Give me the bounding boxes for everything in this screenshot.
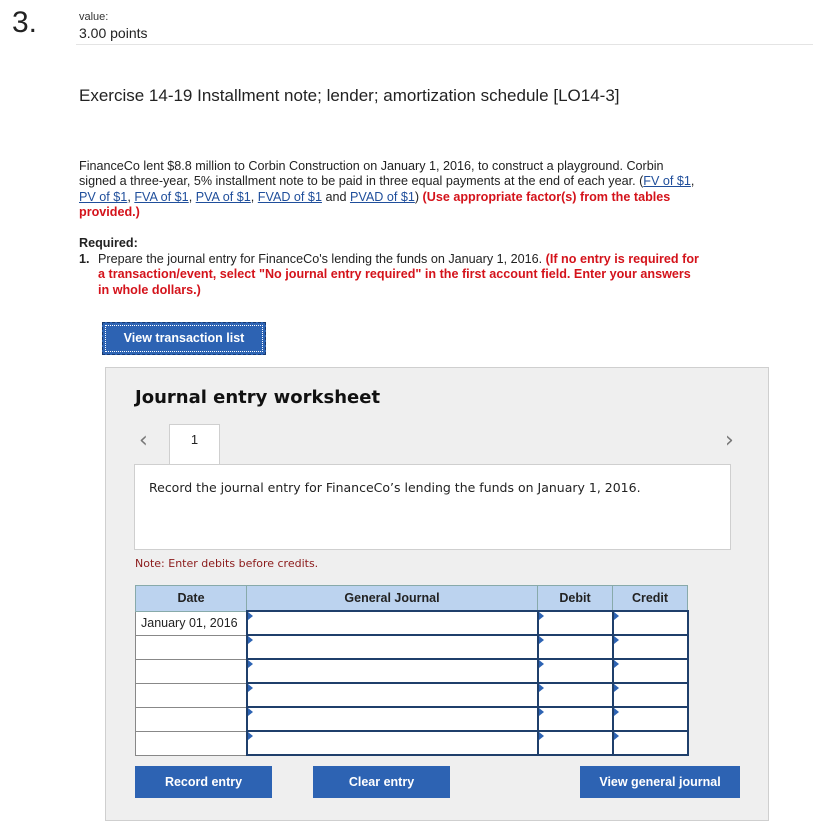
table-header [136,586,688,612]
col-credit: Credit [613,586,688,612]
worksheet-title: Journal entry worksheet [135,387,381,408]
debit-field[interactable] [538,611,613,635]
requirement-1 [79,252,701,298]
table-row [136,731,688,755]
credit-field[interactable] [613,611,688,635]
link-fvad[interactable]: FVAD of $1 [257,189,322,204]
date-cell [136,683,247,707]
instruction-box [134,464,731,550]
tab-1[interactable]: 1 [169,424,220,465]
instruction-text: Record the journal entry for FinanceCo’s lending the funds on January 1, 2016. [149,480,641,495]
debit-field[interactable] [538,659,613,683]
link-pvad[interactable]: PVAD of $1 [349,189,415,204]
date-cell [136,707,247,731]
chevron-left-icon[interactable]: ‹ [139,428,148,453]
account-field[interactable] [247,659,538,683]
journal-entry-worksheet [105,367,769,821]
and-text: and [325,189,347,204]
date-cell [136,731,247,755]
requirement-text: Prepare the journal entry for FinanceCo's lending the funds on January 1, 2016. [98,252,543,266]
col-general-journal: General Journal [247,586,538,612]
required-heading: Required: [79,236,138,250]
debit-field[interactable] [538,635,613,659]
link-pva[interactable]: PVA of $1 [195,189,251,204]
requirement-instruction: (If no entry is required for a transaction/event, select "No journal entry required" in the first account field. Enter your answers in whole dollars.) [98,252,699,297]
clear-entry-button[interactable]: Clear entry [313,766,450,798]
table-row [136,659,688,683]
link-fv[interactable]: FV of $1 [643,174,691,189]
problem-text: FinanceCo lent $8.8 million to Corbin Construction on January 1, 2016, to construct a playground. Corbin signed a three-year, 5% installment note to be paid in three equal payments at the end of each year. ( [79,159,664,189]
credit-field[interactable] [613,707,688,731]
view-general-journal-button[interactable]: View general journal [580,766,740,798]
link-pv[interactable]: PV of $1 [79,189,128,204]
note-text: Note: Enter debits before credits. [135,557,319,570]
table-row [136,635,688,659]
view-transaction-list-button[interactable]: View transaction list [102,322,266,355]
journal-table [135,585,689,756]
col-date: Date [136,586,247,612]
account-field[interactable] [247,731,538,755]
date-cell [136,635,247,659]
debit-field[interactable] [538,731,613,755]
credit-field[interactable] [613,635,688,659]
close-paren: ) [414,189,420,204]
value-label: value: [79,11,109,23]
table-row [136,707,688,731]
divider [76,44,813,45]
factor-instruction: (Use appropriate factor(s) from the tables provided.) [79,189,671,220]
date-cell [136,659,247,683]
debit-field[interactable] [538,683,613,707]
record-entry-button[interactable]: Record entry [135,766,272,798]
requirement-number: 1. [79,252,90,266]
exercise-title: Exercise 14-19 Installment note; lender; amortization schedule [LO14-3] [79,86,620,105]
question-number: 3. [12,6,38,39]
account-field[interactable] [247,611,538,635]
credit-field[interactable] [613,659,688,683]
chevron-right-icon[interactable]: › [725,428,734,453]
credit-field[interactable] [613,683,688,707]
account-field[interactable] [247,707,538,731]
table-row [136,683,688,707]
account-field[interactable] [247,635,538,659]
account-field[interactable] [247,683,538,707]
value-points: 3.00 points [79,25,148,41]
problem-paragraph: FinanceCo lent $8.8 million to Corbin Construction on January 1, 2016, to construct a playground. Corbin signed a three-year, 5% installment note to be paid in three equal payments at the end of each year. (FV of $1, PV of $1, FVA of $1, PVA of $1, FVAD of $1 and PVAD of $1) (Use appropriate factor(s) from the tables provided.) [79,159,695,220]
table-row [136,611,688,635]
date-cell: January 01, 2016 [136,611,247,635]
debit-field[interactable] [538,707,613,731]
col-debit: Debit [538,586,613,612]
credit-field[interactable] [613,731,688,755]
link-fva[interactable]: FVA of $1 [134,189,189,204]
